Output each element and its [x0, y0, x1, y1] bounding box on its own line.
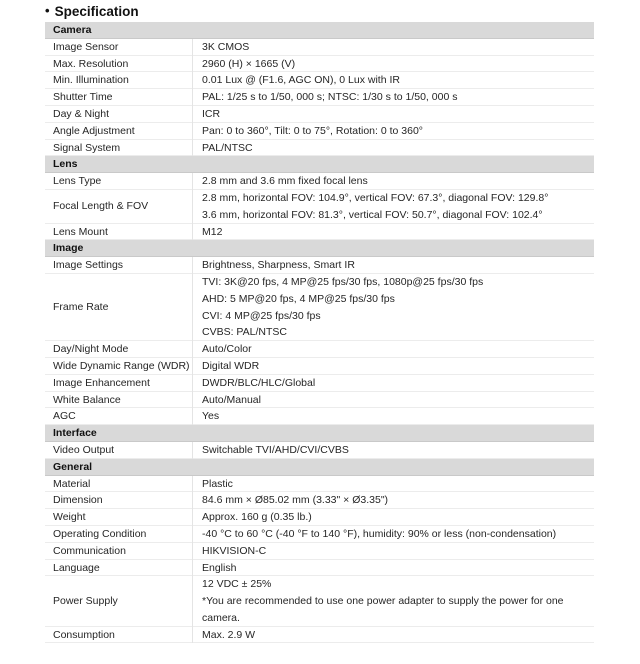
spec-row-signal-system — [45, 140, 594, 157]
spec-row-power-supply — [45, 576, 594, 626]
spec-value — [193, 72, 594, 89]
spec-value-line: Switchable TVI/AHD/CVI/CVBS — [202, 443, 349, 456]
spec-value — [193, 257, 594, 274]
spec-value — [193, 39, 594, 56]
spec-value-line: M12 — [202, 225, 223, 238]
spec-value-line: 0.01 Lux @ (F1.6, AGC ON), 0 Lux with IR — [202, 74, 400, 87]
spec-value — [193, 190, 594, 224]
spec-label: Lens Mount — [53, 225, 108, 238]
spec-value-line: -40 °C to 60 °C (-40 °F to 140 °F), humidity: 90% or less (non-condensation) — [202, 527, 557, 540]
spec-value-line: CVBS: PAL/NTSC — [202, 326, 287, 339]
spec-row-white-balance — [45, 392, 594, 409]
spec-label: Language — [53, 561, 100, 574]
spec-value — [193, 140, 594, 157]
spec-value-line: 3K CMOS — [202, 40, 250, 53]
spec-value-line: 2960 (H) × 1665 (V) — [202, 57, 296, 70]
spec-value — [193, 89, 594, 106]
bullet-icon: • — [45, 3, 50, 18]
spec-value — [193, 576, 594, 626]
section-header-camera: Camera — [45, 22, 594, 39]
spec-row-frame-rate — [45, 274, 594, 341]
spec-label: Day/Night Mode — [53, 343, 129, 356]
spec-row-weight — [45, 509, 594, 526]
spec-value-line: 2.8 mm and 3.6 mm fixed focal lens — [202, 175, 368, 188]
spec-value-line: 3.6 mm, horizontal FOV: 81.3°, vertical FOV: 50.7°, diagonal FOV: 102.4° — [202, 208, 543, 221]
spec-value-line: 12 VDC ± 25% — [202, 578, 272, 591]
spec-label: Day & Night — [53, 108, 110, 121]
spec-value-line: PAL/NTSC — [202, 141, 253, 154]
spec-row-focal-length-fov — [45, 190, 594, 224]
spec-label: Power Supply — [53, 595, 118, 608]
spec-value-line: Yes — [202, 410, 220, 423]
spec-label: Image Sensor — [53, 40, 119, 53]
spec-row-lens-type — [45, 173, 594, 190]
spec-value-line: DWDR/BLC/HLC/Global — [202, 376, 316, 389]
spec-label: Communication — [53, 544, 126, 557]
spec-value — [193, 224, 594, 241]
spec-row-video-output — [45, 442, 594, 459]
spec-value — [193, 358, 594, 375]
spec-value — [193, 408, 594, 425]
page-title-text: Specification — [54, 3, 139, 19]
spec-row-angle-adjustment — [45, 123, 594, 140]
spec-value-line: Max. 2.9 W — [202, 628, 256, 641]
spec-value-line: Auto/Color — [202, 343, 252, 356]
spec-row-image-enhancement — [45, 375, 594, 392]
spec-label: AGC — [53, 410, 76, 423]
spec-value — [193, 173, 594, 190]
spec-value-line: Approx. 160 g (0.35 lb.) — [202, 511, 312, 524]
spec-row-language — [45, 560, 594, 577]
spec-value — [193, 442, 594, 459]
spec-label: Image Enhancement — [53, 376, 150, 389]
spec-row-min-illumination — [45, 72, 594, 89]
spec-value — [193, 509, 594, 526]
spec-row-day-night — [45, 106, 594, 123]
page-title — [45, 1, 139, 21]
spec-label: Material — [53, 477, 91, 490]
spec-value — [193, 392, 594, 409]
spec-row-day-night-mode — [45, 341, 594, 358]
spec-value-line: TVI: 3K@20 fps, 4 MP@25 fps/30 fps, 1080p@25 fps/30 fps — [202, 275, 484, 288]
spec-value-line: Pan: 0 to 360°, Tilt: 0 to 75°, Rotation: 0 to 360° — [202, 124, 423, 137]
spec-row-agc — [45, 408, 594, 425]
spec-value-line: Digital WDR — [202, 359, 260, 372]
spec-value — [193, 492, 594, 509]
spec-label: White Balance — [53, 393, 121, 406]
spec-row-shutter-time — [45, 89, 594, 106]
section-header-general: General — [45, 459, 594, 476]
spec-label: Focal Length & FOV — [53, 200, 149, 213]
spec-label: Image Settings — [53, 259, 124, 272]
section-header-image: Image — [45, 240, 594, 257]
spec-row-lens-mount — [45, 224, 594, 241]
spec-row-material — [45, 476, 594, 493]
spec-value-line: ICR — [202, 107, 221, 120]
spec-value-line: 84.6 mm × Ø85.02 mm (3.33" × Ø3.35") — [202, 494, 389, 507]
spec-label: Angle Adjustment — [53, 124, 135, 137]
spec-label: Signal System — [53, 141, 121, 154]
spec-value — [193, 476, 594, 493]
spec-value-line: AHD: 5 MP@20 fps, 4 MP@25 fps/30 fps — [202, 292, 395, 305]
spec-value-line: PAL: 1/25 s to 1/50, 000 s; NTSC: 1/30 s to 1/50, 000 s — [202, 91, 458, 104]
spec-row-max-resolution — [45, 56, 594, 73]
spec-value-line: Plastic — [202, 477, 233, 490]
spec-value — [193, 627, 594, 644]
spec-value-line: CVI: 4 MP@25 fps/30 fps — [202, 309, 321, 322]
spec-label: Dimension — [53, 494, 103, 507]
spec-value — [193, 560, 594, 577]
spec-label: Min. Illumination — [53, 74, 129, 87]
spec-row-image-sensor — [45, 39, 594, 56]
section-header-interface: Interface — [45, 425, 594, 442]
spec-row-consumption — [45, 627, 594, 644]
spec-value — [193, 106, 594, 123]
spec-label: Max. Resolution — [53, 57, 129, 70]
spec-value-line: *You are recommended to use one power adapter to supply the power for one camera. — [202, 595, 564, 624]
spec-value — [193, 543, 594, 560]
spec-value-line: Brightness, Sharpness, Smart IR — [202, 259, 355, 272]
spec-row-image-settings — [45, 257, 594, 274]
spec-value-line: English — [202, 561, 237, 574]
spec-label: Weight — [53, 511, 86, 524]
spec-value — [193, 526, 594, 543]
spec-label: Shutter Time — [53, 91, 113, 104]
spec-value — [193, 375, 594, 392]
spec-value — [193, 56, 594, 73]
spec-value — [193, 274, 594, 341]
spec-table — [45, 22, 594, 643]
spec-label: Lens Type — [53, 175, 102, 188]
spec-row-wide-dynamic-range-wdr — [45, 358, 594, 375]
spec-value-line: HIKVISION-C — [202, 544, 267, 557]
spec-label: Frame Rate — [53, 301, 109, 314]
spec-label: Video Output — [53, 444, 115, 457]
spec-label: Operating Condition — [53, 528, 147, 540]
spec-row-operating-condition — [45, 526, 594, 543]
spec-value-line: 2.8 mm, horizontal FOV: 104.9°, vertical FOV: 67.3°, diagonal FOV: 129.8° — [202, 191, 549, 204]
spec-value — [193, 341, 594, 358]
spec-value — [193, 123, 594, 140]
spec-row-dimension — [45, 492, 594, 509]
section-header-lens: Lens — [45, 156, 594, 173]
spec-label: Consumption — [53, 628, 115, 641]
spec-label: Wide Dynamic Range (WDR) — [53, 360, 190, 373]
spec-row-communication — [45, 543, 594, 560]
spec-value-line: Auto/Manual — [202, 393, 261, 406]
